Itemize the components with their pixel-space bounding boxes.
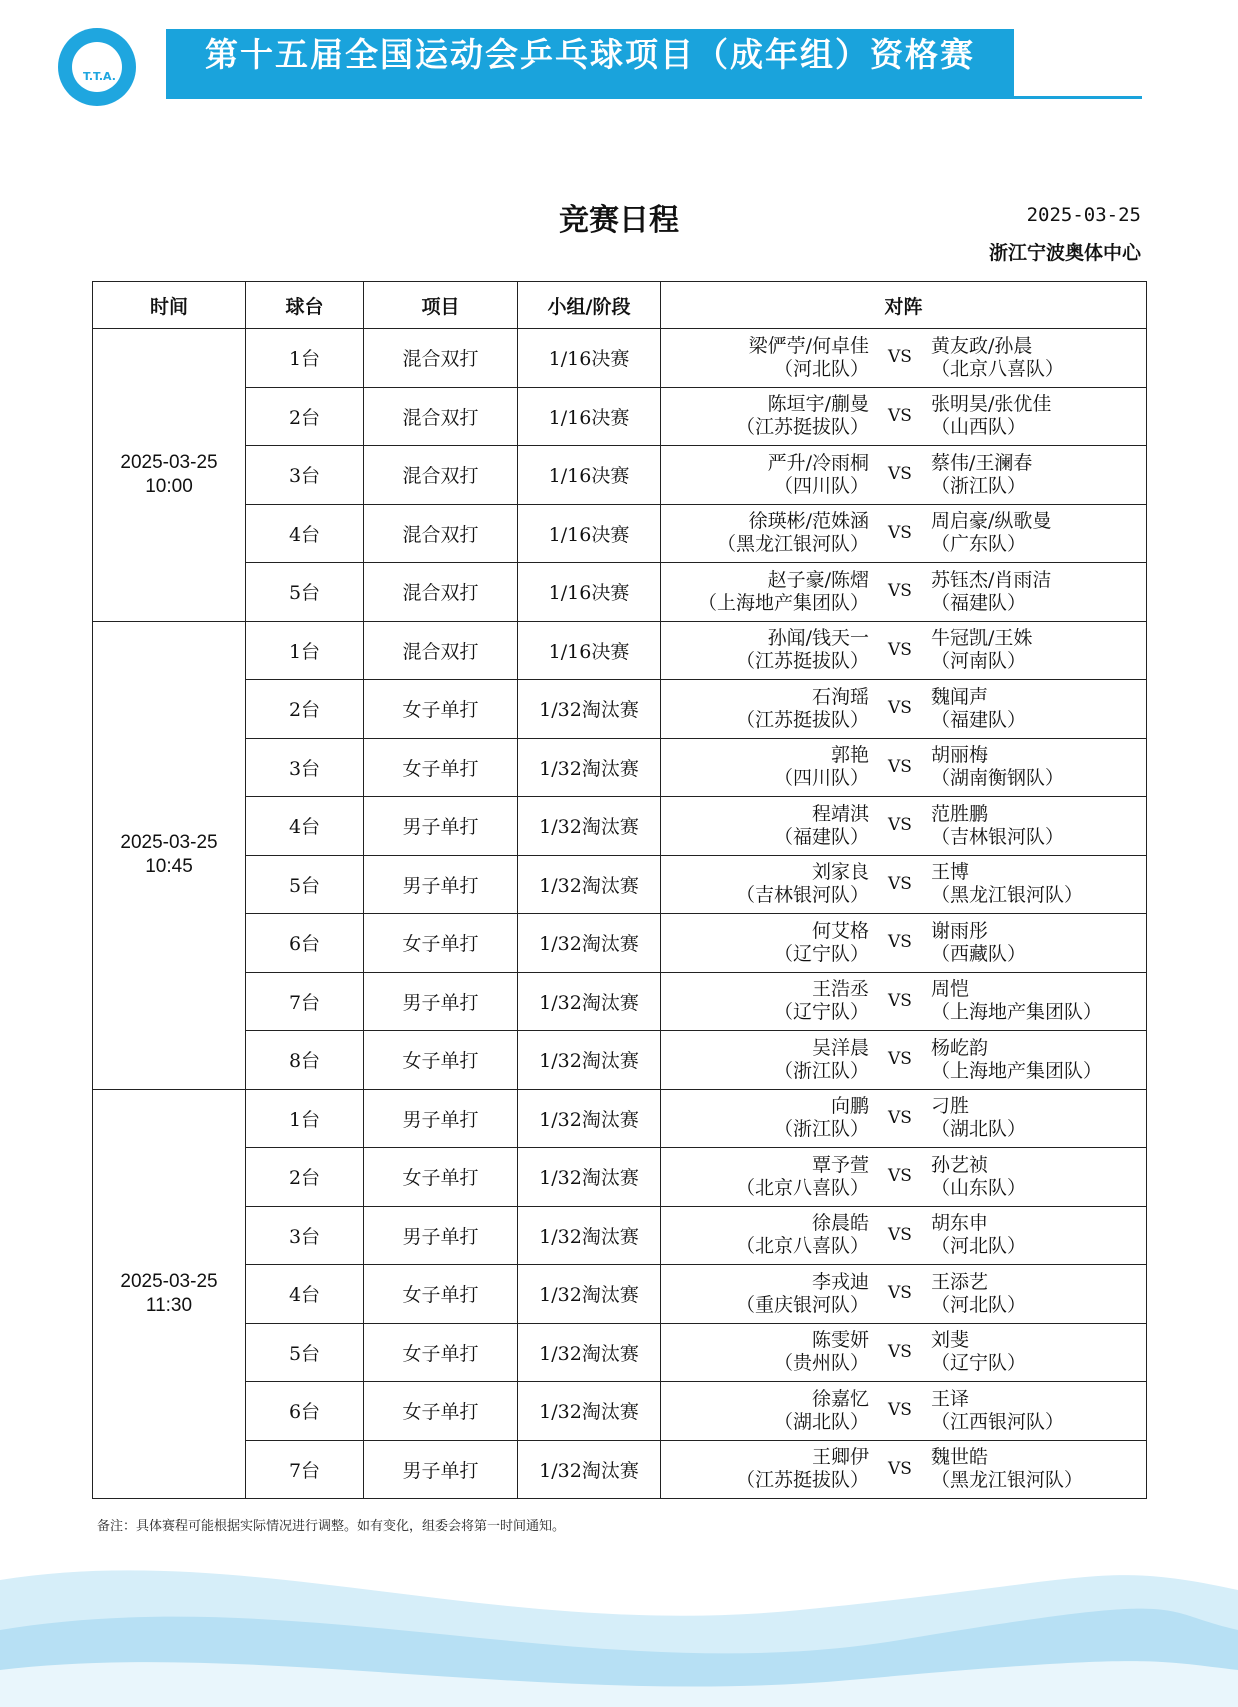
table-cell-stage: 1/32淘汰赛 xyxy=(518,1440,661,1499)
table-cell-table: 4台 xyxy=(246,504,364,563)
table-row xyxy=(93,1148,1147,1207)
side-b-team: （黑龙江银河队） xyxy=(931,884,1084,907)
banner-underline xyxy=(166,96,1142,99)
logo xyxy=(58,28,136,106)
table-cell-event: 女子单打 xyxy=(364,914,518,973)
side-b-name: 胡丽梅 xyxy=(931,744,989,767)
vs-label: VS xyxy=(888,1283,912,1304)
header-event: 项目 xyxy=(364,282,518,329)
vs-label: VS xyxy=(888,639,912,660)
vs-label: VS xyxy=(888,405,912,426)
session-time xyxy=(93,329,246,622)
side-b xyxy=(931,861,1083,907)
side-b-team: （北京八喜队） xyxy=(931,357,1065,380)
vs-label: VS xyxy=(888,464,912,485)
side-a xyxy=(661,627,869,673)
side-a xyxy=(661,744,869,790)
side-b-team: （湖北队） xyxy=(931,1118,1027,1141)
side-b-name: 苏钰杰/肖雨洁 xyxy=(931,568,1052,591)
side-b-team: （西藏队） xyxy=(931,942,1027,965)
side-a-name: 覃予萱 xyxy=(811,1153,869,1176)
table-cell-matchup xyxy=(661,621,1147,680)
side-a-name: 向鹏 xyxy=(830,1095,869,1118)
table-cell-table: 2台 xyxy=(246,680,364,739)
side-a xyxy=(661,1271,869,1317)
side-b-name: 刁胜 xyxy=(931,1095,970,1118)
table-row xyxy=(93,563,1147,622)
side-b-team: （河南队） xyxy=(931,650,1027,673)
side-b-name: 魏闻声 xyxy=(931,685,989,708)
side-b xyxy=(931,686,1026,732)
session-date: 2025-03-25 xyxy=(120,832,218,853)
table-row xyxy=(93,446,1147,505)
table-cell-matchup xyxy=(661,504,1147,563)
table-row xyxy=(93,621,1147,680)
side-a-team: （上海地产集团队） xyxy=(697,591,869,614)
side-a xyxy=(661,861,869,907)
side-a-team: （辽宁队） xyxy=(773,1001,869,1024)
session-clock: 10:45 xyxy=(145,856,193,877)
vs-label: VS xyxy=(888,698,912,719)
side-b xyxy=(931,1212,1026,1258)
table-cell-stage: 1/32淘汰赛 xyxy=(518,797,661,856)
side-b-name: 王译 xyxy=(931,1387,970,1410)
side-b xyxy=(931,1388,1064,1434)
vs-label: VS xyxy=(888,756,912,777)
table-cell-table: 7台 xyxy=(246,1440,364,1499)
side-a xyxy=(661,920,869,966)
table-cell-event: 男子单打 xyxy=(364,797,518,856)
header-stage: 小组/阶段 xyxy=(518,282,661,329)
table-cell-event: 男子单打 xyxy=(364,972,518,1031)
side-a xyxy=(661,393,869,439)
doc-date: 2025-03-25 xyxy=(1026,204,1141,226)
side-b xyxy=(931,920,1026,966)
header-time: 时间 xyxy=(93,282,246,329)
side-a-team: （黑龙江银河队） xyxy=(716,533,869,556)
table-cell-event: 男子单打 xyxy=(364,1206,518,1265)
session-clock: 10:00 xyxy=(145,475,193,497)
table-cell-event: 女子单打 xyxy=(364,1323,518,1382)
side-b-name: 魏世皓 xyxy=(931,1446,989,1469)
side-a-name: 赵子豪/陈熠 xyxy=(767,568,869,591)
side-b-name: 杨屹韵 xyxy=(931,1036,989,1059)
side-b-team: （河北队） xyxy=(931,1293,1027,1316)
side-a xyxy=(661,803,869,849)
side-b xyxy=(931,510,1051,556)
table-cell-event: 混合双打 xyxy=(364,621,518,680)
side-a-name: 陈垣宇/蒯曼 xyxy=(767,393,869,416)
side-a-team: （江苏挺拔队） xyxy=(735,416,869,439)
table-cell-table: 3台 xyxy=(246,1206,364,1265)
vs-label: VS xyxy=(888,1224,912,1245)
table-row xyxy=(93,972,1147,1031)
schedule-table xyxy=(92,281,1147,1499)
table-cell-matchup xyxy=(661,1323,1147,1382)
vs-label: VS xyxy=(888,932,912,953)
side-a xyxy=(661,1329,869,1375)
side-a xyxy=(661,1446,869,1492)
vs-label: VS xyxy=(888,1107,912,1128)
session-time xyxy=(93,1089,246,1499)
side-a-team: （吉林银河队） xyxy=(735,884,869,907)
table-cell-event: 女子单打 xyxy=(364,1148,518,1207)
side-a xyxy=(661,1037,869,1083)
doc-venue: 浙江宁波奥体中心 xyxy=(988,242,1141,264)
side-a xyxy=(661,510,869,556)
side-a-name: 何艾格 xyxy=(811,919,869,942)
side-a-team: （重庆银河队） xyxy=(735,1293,869,1316)
table-cell-table: 8台 xyxy=(246,1031,364,1090)
side-a-name: 程靖淇 xyxy=(811,802,869,825)
table-cell-stage: 1/32淘汰赛 xyxy=(518,914,661,973)
session-time xyxy=(93,621,246,1089)
session-clock: 11:30 xyxy=(145,1294,193,1316)
table-row xyxy=(93,1382,1147,1441)
table-cell-matchup xyxy=(661,855,1147,914)
side-a-team: （浙江队） xyxy=(773,1059,869,1082)
vs-label: VS xyxy=(888,990,912,1011)
table-cell-table: 3台 xyxy=(246,446,364,505)
table-cell-event: 女子单打 xyxy=(364,738,518,797)
table-row xyxy=(93,855,1147,914)
table-cell-event: 混合双打 xyxy=(364,387,518,446)
banner-title: 第十五届全国运动会乒乓球项目（成年组）资格赛 xyxy=(205,35,975,74)
side-a-name: 徐嘉忆 xyxy=(811,1387,869,1410)
table-cell-matchup xyxy=(661,1089,1147,1148)
logo-inner xyxy=(72,42,122,92)
table-cell-event: 混合双打 xyxy=(364,563,518,622)
side-b-team: （上海地产集团队） xyxy=(931,1001,1103,1024)
table-cell-stage: 1/16决赛 xyxy=(518,563,661,622)
side-a-name: 王浩丞 xyxy=(811,978,869,1001)
side-b-team: （山东队） xyxy=(931,1176,1027,1199)
table-cell-stage: 1/16决赛 xyxy=(518,621,661,680)
side-a-name: 郭艳 xyxy=(830,744,869,767)
header-matchup: 对阵 xyxy=(661,282,1147,329)
side-a-name: 梁俨苧/何卓佳 xyxy=(748,334,869,357)
side-a xyxy=(661,335,869,381)
table-cell-table: 2台 xyxy=(246,1148,364,1207)
side-b xyxy=(931,1271,1026,1317)
side-a-name: 徐瑛彬/范姝涵 xyxy=(748,510,869,533)
side-a xyxy=(661,978,869,1024)
table-cell-matchup xyxy=(661,797,1147,856)
session-date: 2025-03-25 xyxy=(120,451,218,473)
side-b-team: （山西队） xyxy=(931,416,1027,439)
doc-title: 竞赛日程 xyxy=(559,203,679,238)
table-cell-table: 1台 xyxy=(246,329,364,388)
table-cell-stage: 1/32淘汰赛 xyxy=(518,1031,661,1090)
vs-label: VS xyxy=(888,1166,912,1187)
side-b-name: 黄友政/孙晨 xyxy=(931,334,1033,357)
side-b-name: 孙艺祯 xyxy=(931,1153,989,1176)
table-cell-stage: 1/32淘汰赛 xyxy=(518,1148,661,1207)
table-row xyxy=(93,738,1147,797)
table-cell-stage: 1/32淘汰赛 xyxy=(518,1206,661,1265)
side-a-team: （河北队） xyxy=(773,357,869,380)
table-row xyxy=(93,504,1147,563)
table-row xyxy=(93,797,1147,856)
table-cell-stage: 1/16决赛 xyxy=(518,329,661,388)
table-cell-table: 6台 xyxy=(246,914,364,973)
table-cell-table: 1台 xyxy=(246,1089,364,1148)
side-a-name: 李戎迪 xyxy=(811,1270,869,1293)
table-cell-stage: 1/16决赛 xyxy=(518,387,661,446)
side-b xyxy=(931,393,1051,439)
side-b-name: 王博 xyxy=(931,861,970,884)
side-a-name: 陈雯妍 xyxy=(811,1329,869,1352)
side-a-team: （北京八喜队） xyxy=(735,1176,869,1199)
side-a-team: （福建队） xyxy=(773,825,869,848)
side-a-team: （辽宁队） xyxy=(773,942,869,965)
side-b-name: 张明昊/张优佳 xyxy=(931,393,1052,416)
table-cell-stage: 1/32淘汰赛 xyxy=(518,1089,661,1148)
side-b xyxy=(931,978,1102,1024)
side-a xyxy=(661,1154,869,1200)
table-cell-event: 男子单打 xyxy=(364,855,518,914)
table-cell-table: 2台 xyxy=(246,387,364,446)
side-b-name: 谢雨彤 xyxy=(931,919,989,942)
table-cell-event: 女子单打 xyxy=(364,680,518,739)
side-a-name: 吴洋晨 xyxy=(811,1036,869,1059)
side-a-team: （江苏挺拔队） xyxy=(735,1469,869,1492)
side-a-name: 严升/冷雨桐 xyxy=(767,451,869,474)
side-a-team: （贵州队） xyxy=(773,1352,869,1375)
side-b xyxy=(931,803,1064,849)
side-b-team: （湖南衡钢队） xyxy=(931,767,1065,790)
schedule-body xyxy=(93,329,1147,1499)
side-b-team: （福建队） xyxy=(931,591,1027,614)
table-row xyxy=(93,387,1147,446)
side-b-team: （福建队） xyxy=(931,708,1027,731)
vs-label: VS xyxy=(888,1400,912,1421)
table-row xyxy=(93,1440,1147,1499)
side-a xyxy=(661,1095,869,1141)
title-banner xyxy=(166,29,1014,97)
side-b-team: （广东队） xyxy=(931,533,1027,556)
table-cell-table: 1台 xyxy=(246,621,364,680)
side-a-team: （湖北队） xyxy=(773,1410,869,1433)
table-cell-matchup xyxy=(661,1031,1147,1090)
wave-decoration xyxy=(0,1520,1238,1707)
side-a-team: （浙江队） xyxy=(773,1118,869,1141)
side-b-name: 周启豪/纵歌曼 xyxy=(931,510,1052,533)
side-b xyxy=(931,569,1051,615)
table-row xyxy=(93,1031,1147,1090)
table-row xyxy=(93,1206,1147,1265)
table-cell-stage: 1/32淘汰赛 xyxy=(518,972,661,1031)
side-b-name: 范胜鹏 xyxy=(931,802,989,825)
table-cell-event: 女子单打 xyxy=(364,1382,518,1441)
side-a-name: 王卿伊 xyxy=(811,1446,869,1469)
table-cell-event: 混合双打 xyxy=(364,329,518,388)
table-row xyxy=(93,1323,1147,1382)
side-a-team: （四川队） xyxy=(773,767,869,790)
side-a xyxy=(661,452,869,498)
side-b-name: 胡东申 xyxy=(931,1212,989,1235)
side-b-team: （辽宁队） xyxy=(931,1352,1027,1375)
side-a-team: （四川队） xyxy=(773,474,869,497)
vs-label: VS xyxy=(888,1458,912,1479)
table-cell-matchup xyxy=(661,738,1147,797)
table-row xyxy=(93,1089,1147,1148)
table-cell-table: 4台 xyxy=(246,1265,364,1324)
table-cell-event: 混合双打 xyxy=(364,504,518,563)
vs-label: VS xyxy=(888,1049,912,1070)
table-cell-event: 混合双打 xyxy=(364,446,518,505)
ball-icon xyxy=(116,42,125,51)
table-cell-event: 男子单打 xyxy=(364,1440,518,1499)
side-b-name: 蔡伟/王澜春 xyxy=(931,451,1033,474)
table-row xyxy=(93,680,1147,739)
side-a xyxy=(661,1212,869,1258)
table-cell-matchup xyxy=(661,563,1147,622)
side-b xyxy=(931,335,1064,381)
side-b-name: 王添艺 xyxy=(931,1270,989,1293)
table-cell-table: 4台 xyxy=(246,797,364,856)
side-b xyxy=(931,627,1032,673)
side-b-team: （浙江队） xyxy=(931,474,1027,497)
vs-label: VS xyxy=(888,873,912,894)
table-cell-matchup xyxy=(661,329,1147,388)
table-cell-table: 7台 xyxy=(246,972,364,1031)
session-date: 2025-03-25 xyxy=(120,1270,218,1292)
side-a-name: 石洵瑶 xyxy=(811,685,869,708)
side-a-name: 刘家良 xyxy=(811,861,869,884)
side-a-team: （江苏挺拔队） xyxy=(735,650,869,673)
table-row xyxy=(93,1265,1147,1324)
table-cell-stage: 1/32淘汰赛 xyxy=(518,855,661,914)
vs-label: VS xyxy=(888,815,912,836)
side-b xyxy=(931,1446,1083,1492)
vs-label: VS xyxy=(888,522,912,543)
table-cell-table: 3台 xyxy=(246,738,364,797)
table-cell-stage: 1/32淘汰赛 xyxy=(518,1323,661,1382)
side-a xyxy=(661,1388,869,1434)
table-header-row xyxy=(93,282,1147,329)
side-a-name: 孙闻/钱天一 xyxy=(767,627,869,650)
side-b-team: （上海地产集团队） xyxy=(931,1059,1103,1082)
table-cell-stage: 1/32淘汰赛 xyxy=(518,1382,661,1441)
logo-text: T.T.A. xyxy=(83,70,116,83)
table-cell-matchup xyxy=(661,1206,1147,1265)
table-cell-matchup xyxy=(661,387,1147,446)
side-b-team: （黑龙江银河队） xyxy=(931,1469,1084,1492)
side-a-name: 徐晨皓 xyxy=(811,1212,869,1235)
footnote: 备注：具体赛程可能根据实际情况进行调整。如有变化，组委会将第一时间通知。 xyxy=(97,1519,566,1534)
table-cell-matchup xyxy=(661,680,1147,739)
side-b-name: 周恺 xyxy=(931,978,970,1001)
table-row xyxy=(93,914,1147,973)
table-cell-stage: 1/32淘汰赛 xyxy=(518,1265,661,1324)
table-cell-matchup xyxy=(661,446,1147,505)
table-cell-stage: 1/32淘汰赛 xyxy=(518,680,661,739)
side-b xyxy=(931,1329,1026,1375)
side-b xyxy=(931,1154,1026,1200)
side-b xyxy=(931,1037,1102,1083)
table-cell-stage: 1/16决赛 xyxy=(518,446,661,505)
vs-label: VS xyxy=(888,347,912,368)
table-cell-event: 女子单打 xyxy=(364,1265,518,1324)
table-cell-table: 5台 xyxy=(246,563,364,622)
table-cell-stage: 1/16决赛 xyxy=(518,504,661,563)
side-b-name: 牛冠凯/王姝 xyxy=(931,627,1033,650)
side-a xyxy=(661,569,869,615)
table-cell-matchup xyxy=(661,972,1147,1031)
side-b-team: （江西银河队） xyxy=(931,1410,1065,1433)
side-b xyxy=(931,452,1032,498)
side-b xyxy=(931,1095,1026,1141)
side-a xyxy=(661,686,869,732)
table-cell-event: 女子单打 xyxy=(364,1031,518,1090)
side-a-team: （北京八喜队） xyxy=(735,1235,869,1258)
table-cell-stage: 1/32淘汰赛 xyxy=(518,738,661,797)
vs-label: VS xyxy=(888,1341,912,1362)
vs-label: VS xyxy=(888,581,912,602)
side-b-name: 刘斐 xyxy=(931,1329,970,1352)
table-cell-table: 5台 xyxy=(246,855,364,914)
table-cell-matchup xyxy=(661,1148,1147,1207)
header-table: 球台 xyxy=(246,282,364,329)
side-b-team: （吉林银河队） xyxy=(931,825,1065,848)
table-cell-event: 男子单打 xyxy=(364,1089,518,1148)
side-a-team: （江苏挺拔队） xyxy=(735,708,869,731)
table-cell-table: 5台 xyxy=(246,1323,364,1382)
table-cell-matchup xyxy=(661,1265,1147,1324)
side-b-team: （河北队） xyxy=(931,1235,1027,1258)
table-cell-matchup xyxy=(661,914,1147,973)
table-cell-matchup xyxy=(661,1382,1147,1441)
table-cell-table: 6台 xyxy=(246,1382,364,1441)
table-cell-matchup xyxy=(661,1440,1147,1499)
table-row xyxy=(93,329,1147,388)
side-b xyxy=(931,744,1064,790)
